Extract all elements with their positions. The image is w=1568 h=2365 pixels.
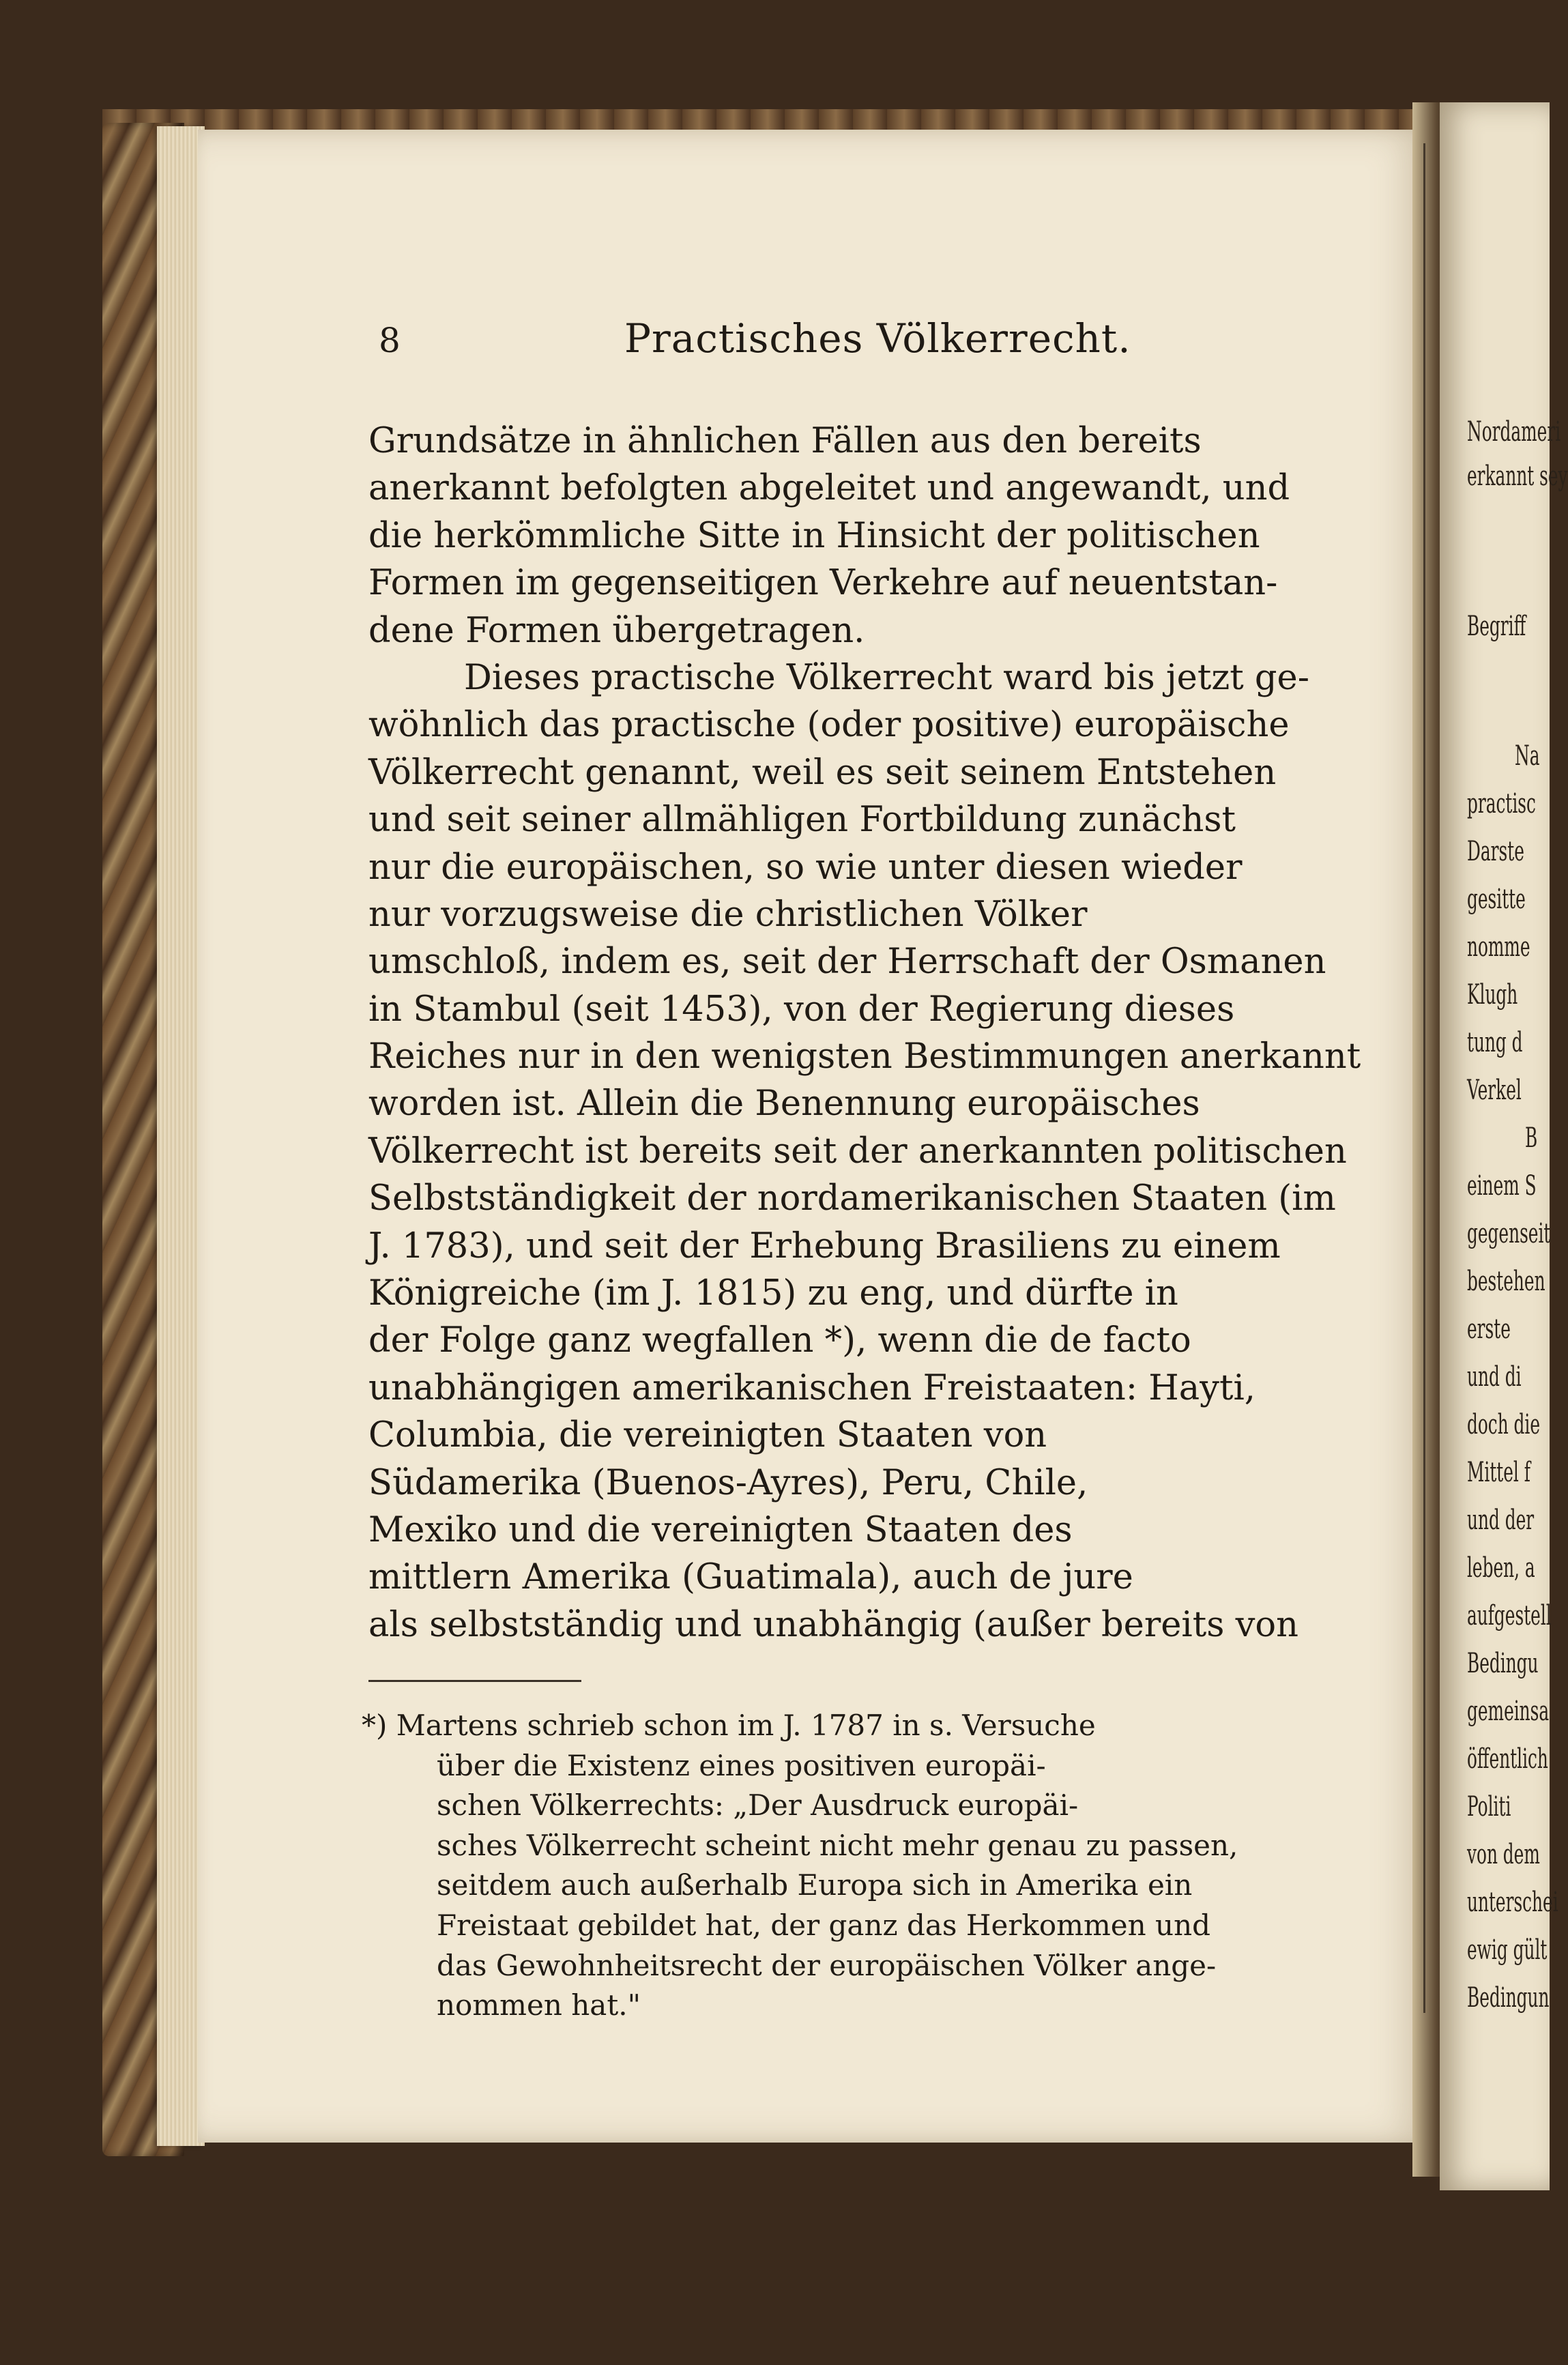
facing-fragment: gemeinsa [1467, 1696, 1550, 1727]
main-text [368, 418, 1361, 1649]
footnote-line: sches Völkerrecht scheint nicht mehr genau zu passen, [437, 1828, 1238, 1862]
text-line: mittlern Amerika (Guatimala), auch de jure [368, 1557, 1133, 1598]
facing-fragment: bestehen [1467, 1266, 1545, 1297]
text-line: als selbstständig und unabhängig (außer bereits von [368, 1604, 1298, 1645]
facing-fragment: einem S [1467, 1170, 1537, 1202]
text-line: dene Formen übergetragen. [368, 610, 865, 651]
facing-fragment: gegenseit [1467, 1218, 1551, 1249]
text-line: Grundsätze in ähnlichen Fällen aus den bereits [368, 421, 1202, 461]
facing-fragment: Bedingun [1467, 1982, 1550, 2014]
facing-fragment: Politi [1467, 1791, 1511, 1823]
text-line: wöhnlich das practische (oder positive) europäische [368, 705, 1290, 746]
text-line: nur vorzugsweise die christlichen Völker [368, 894, 1088, 935]
footnote-line: seitdem auch außerhalb Europa sich in Amerika ein [437, 1868, 1193, 1902]
footnote-line: nommen hat." [437, 1988, 641, 2022]
facing-fragment: Nordameri [1467, 416, 1561, 448]
text-line: worden ist. Allein die Benennung europäisches [368, 1084, 1200, 1125]
text-line: Selbstständigkeit der nordamerikanischen Staaten (im [368, 1178, 1336, 1219]
footnote-line: schen Völkerrechts: „Der Ausdruck europäi- [437, 1788, 1079, 1823]
facing-fragment: Mittel f [1467, 1457, 1530, 1488]
text-line: Reiches nur in den wenigsten Bestimmungen anerkannt [368, 1036, 1361, 1077]
facing-fragment: nomme [1467, 931, 1530, 963]
text-line: nur die europäischen, so wie unter diesen wieder [368, 847, 1243, 888]
footnote-line: Freistaat gebildet hat, der ganz das Herkommen und [437, 1908, 1211, 1942]
facing-fragment: von dem [1467, 1839, 1540, 1870]
facing-fragment: unterschei [1467, 1887, 1558, 1918]
facing-fragment: aufgestell [1467, 1600, 1552, 1631]
text-line: Dieses practische Völkerrecht ward bis jetzt ge- [464, 657, 1309, 698]
footnote-line: das Gewohnheitsrecht der europäischen Völker ange- [437, 1948, 1217, 1982]
text-line: und seit seiner allmähligen Fortbildung zunächst [368, 800, 1236, 841]
text-line: Völkerrecht ist bereits seit der anerkannten politischen [368, 1131, 1347, 1172]
text-line: J. 1783), und seit der Erhebung Brasiliens zu einem [368, 1225, 1281, 1266]
facing-fragment: Verkel [1467, 1075, 1522, 1106]
facing-fragment: erste [1467, 1314, 1511, 1345]
text-line: Südamerika (Buenos-Ayres), Peru, Chile, [368, 1462, 1088, 1503]
facing-page [1440, 102, 1568, 2190]
page-header [379, 315, 1368, 363]
text-line: Völkerrecht genannt, weil es seit seinem Entstehen [368, 752, 1277, 793]
facing-fragment: Darste [1467, 836, 1524, 867]
facing-fragment: B [1525, 1122, 1538, 1154]
facing-fragment: öffentlich [1467, 1743, 1548, 1775]
facing-fragment: Na [1515, 740, 1540, 772]
facing-fragment: und di [1467, 1361, 1522, 1393]
text-line: umschloß, indem es, seit der Herrschaft der Osmanen [368, 942, 1326, 983]
facing-fragment: Klugh [1467, 979, 1518, 1011]
facing-fragment: ewig gült [1467, 1934, 1548, 1966]
facing-fragment: Bedingu [1467, 1648, 1539, 1679]
footnote-line: *) Martens schrieb schon im J. 1787 in s. Versuche [362, 1709, 1096, 1742]
facing-page-rule [1423, 143, 1425, 2013]
footnote [362, 1706, 1296, 2026]
text-line: Formen im gegenseitigen Verkehre auf neuentstan- [368, 563, 1278, 604]
footnote-rule [368, 1680, 581, 1682]
text-line: unabhängigen amerikanischen Freistaaten: Hayti, [368, 1367, 1255, 1408]
facing-fragment: Begriff [1467, 611, 1526, 642]
running-title: Practisches Völkerrecht. [624, 315, 1131, 362]
text-line: in Stambul (seit 1453), von der Regierung dieses [368, 989, 1235, 1030]
facing-fragment: doch die [1467, 1409, 1541, 1440]
facing-fragment: erkannt sey [1467, 461, 1568, 492]
facing-fragment: gesitte [1467, 884, 1526, 915]
footnote-line: über die Existenz eines positiven europäi- [437, 1748, 1046, 1782]
text-line: der Folge ganz wegfallen *), wenn die de facto [368, 1320, 1191, 1361]
text-line: die herkömmliche Sitte in Hinsicht der politischen [368, 515, 1260, 556]
text-line: Königreiche (im J. 1815) zu eng, und dürfte in [368, 1273, 1178, 1314]
facing-fragment: practisc [1467, 788, 1536, 819]
text-line: Mexiko und die vereinigten Staaten des [368, 1509, 1073, 1550]
text-line: Columbia, die vereinigten Staaten von [368, 1415, 1047, 1456]
text-line: anerkannt befolgten abgeleitet und angewandt, und [368, 468, 1290, 509]
facing-fragment: und der [1467, 1505, 1535, 1536]
page-number: 8 [379, 321, 401, 360]
facing-fragment: leben, a [1467, 1552, 1535, 1584]
facing-fragment: tung d [1467, 1027, 1523, 1058]
